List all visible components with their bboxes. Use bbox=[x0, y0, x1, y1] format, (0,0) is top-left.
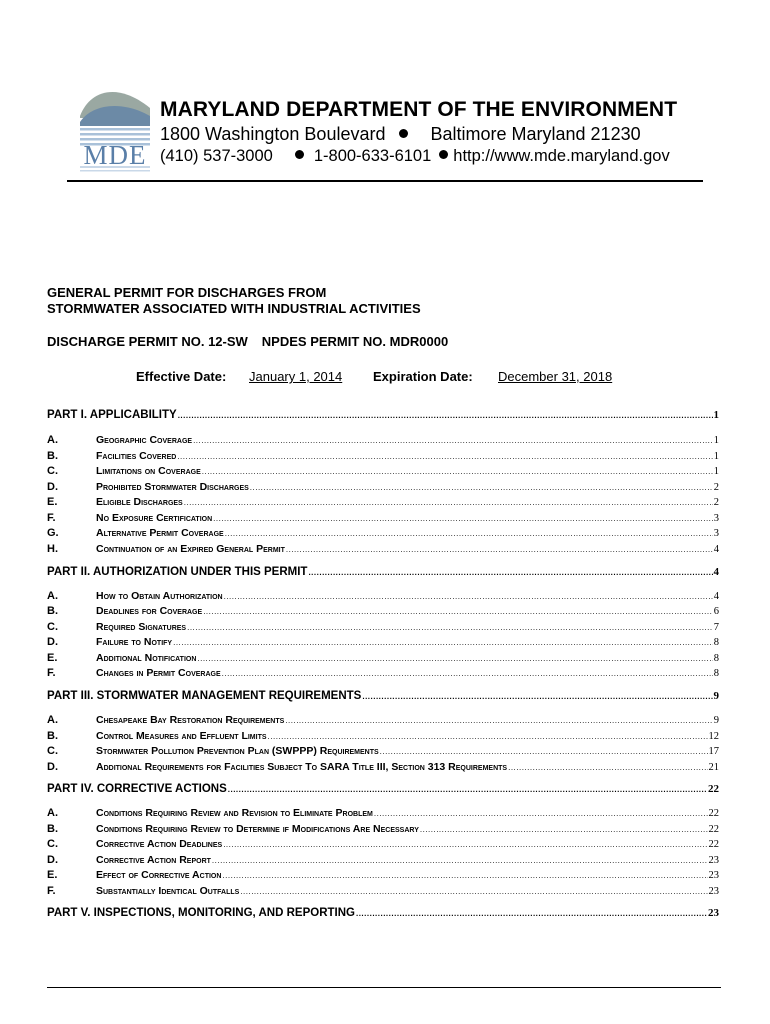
website-link[interactable]: http://www.mde.maryland.gov bbox=[453, 147, 670, 165]
bullet-icon bbox=[439, 150, 448, 159]
npdes-permit-number: NPDES PERMIT NO. MDR0000 bbox=[261, 334, 449, 349]
toc-entry[interactable]: F. Substantially Identical Outfalls ..... 23 bbox=[47, 885, 719, 897]
toc-entry[interactable]: D. Prohibited Stormwater Discharges ..... 2 bbox=[47, 481, 719, 493]
header-divider bbox=[67, 180, 703, 182]
toc-entry[interactable]: F. No Exposure Certification ..... 3 bbox=[47, 512, 719, 524]
toc-entry[interactable]: H. Continuation of an Expired General Permit ..... 4 bbox=[47, 543, 719, 555]
permit-title-line-2: STORMWATER ASSOCIATED WITH INDUSTRIAL ACTIVITIES bbox=[47, 301, 421, 316]
toc-entry[interactable]: C. Corrective Action Deadlines ..... 22 bbox=[47, 838, 719, 850]
toc-entry[interactable]: A. Conditions Requiring Review and Revision to Eliminate Problem ..... 22 bbox=[47, 807, 719, 819]
toc-part-3[interactable]: PART III. STORMWATER MANAGEMENT REQUIREMENTS ..... 9 bbox=[47, 690, 719, 702]
toc-entry[interactable]: D. Failure to Notify ..... 8 bbox=[47, 636, 719, 648]
bullet-icon bbox=[399, 129, 408, 138]
logo-text: MDE bbox=[83, 140, 147, 170]
address-line bbox=[160, 124, 641, 145]
permit-title-line-1: GENERAL PERMIT FOR DISCHARGES FROM bbox=[47, 285, 327, 300]
toc-part-1[interactable]: PART I. APPLICABILITY ..... 1 bbox=[47, 409, 719, 421]
toc-entry[interactable]: E. Effect of Corrective Action ..... 23 bbox=[47, 869, 719, 881]
expiration-date-label: Expiration Date: bbox=[373, 369, 473, 384]
tollfree-number: 1-800-633-6101 bbox=[313, 147, 432, 165]
city-state-zip: Baltimore Maryland 21230 bbox=[430, 124, 641, 144]
expiration-date-value: December 31, 2018 bbox=[498, 369, 613, 384]
bullet-icon bbox=[295, 150, 304, 159]
permit-title bbox=[47, 285, 421, 317]
effective-date-value: January 1, 2014 bbox=[249, 369, 343, 384]
toc-entry[interactable]: A. Chesapeake Bay Restoration Requirements ..... 9 bbox=[47, 714, 719, 726]
toc-entry[interactable]: D. Corrective Action Report ..... 23 bbox=[47, 854, 719, 866]
toc-entry[interactable]: E. Eligible Discharges ..... 2 bbox=[47, 496, 719, 508]
toc-entry[interactable]: C. Required Signatures ..... 7 bbox=[47, 621, 719, 633]
toc-part-5[interactable]: PART V. INSPECTIONS, MONITORING, AND REPORTING ..... 23 bbox=[47, 907, 719, 919]
organization-name: MARYLAND DEPARTMENT OF THE ENVIRONMENT bbox=[160, 98, 678, 121]
toc-part-2[interactable]: PART II. AUTHORIZATION UNDER THIS PERMIT ..... 4 bbox=[47, 566, 719, 578]
footer-divider bbox=[47, 987, 721, 988]
phone-number: (410) 537-3000 bbox=[160, 147, 273, 165]
toc-entry[interactable]: F. Changes in Permit Coverage ..... 8 bbox=[47, 667, 719, 679]
toc-entry[interactable]: B. Control Measures and Effluent Limits ..... 12 bbox=[47, 730, 719, 742]
toc-entry[interactable]: A. Geographic Coverage ..... 1 bbox=[47, 434, 719, 446]
toc-entry[interactable]: E. Additional Notification ..... 8 bbox=[47, 652, 719, 664]
toc-entry[interactable]: G. Alternative Permit Coverage ..... 3 bbox=[47, 527, 719, 539]
permit-numbers bbox=[47, 334, 448, 349]
toc-entry[interactable]: A. How to Obtain Authorization ..... 4 bbox=[47, 590, 719, 602]
effective-date-label: Effective Date: bbox=[136, 369, 227, 384]
toc-entry[interactable]: B. Conditions Requiring Review to Determine if Modifications Are Necessary ..... 22 bbox=[47, 823, 719, 835]
toc-entry[interactable]: C. Stormwater Pollution Prevention Plan (SWPPP) Requirements ..... 17 bbox=[47, 745, 719, 757]
contact-line bbox=[160, 147, 670, 166]
toc-part-4[interactable]: PART IV. CORRECTIVE ACTIONS ..... 22 bbox=[47, 783, 719, 795]
toc-entry[interactable]: B. Facilities Covered ..... 1 bbox=[47, 450, 719, 462]
discharge-permit-number: DISCHARGE PERMIT NO. 12-SW bbox=[47, 334, 248, 349]
mde-logo bbox=[78, 82, 152, 172]
toc-entry[interactable]: C. Limitations on Coverage ..... 1 bbox=[47, 465, 719, 477]
street-address: 1800 Washington Boulevard bbox=[160, 124, 386, 144]
toc-entry[interactable]: B. Deadlines for Coverage ..... 6 bbox=[47, 605, 719, 617]
toc-entry[interactable]: D. Additional Requirements for Facilities Subject To SARA Title III, Section 313 Requirements ..... 21 bbox=[47, 761, 719, 773]
